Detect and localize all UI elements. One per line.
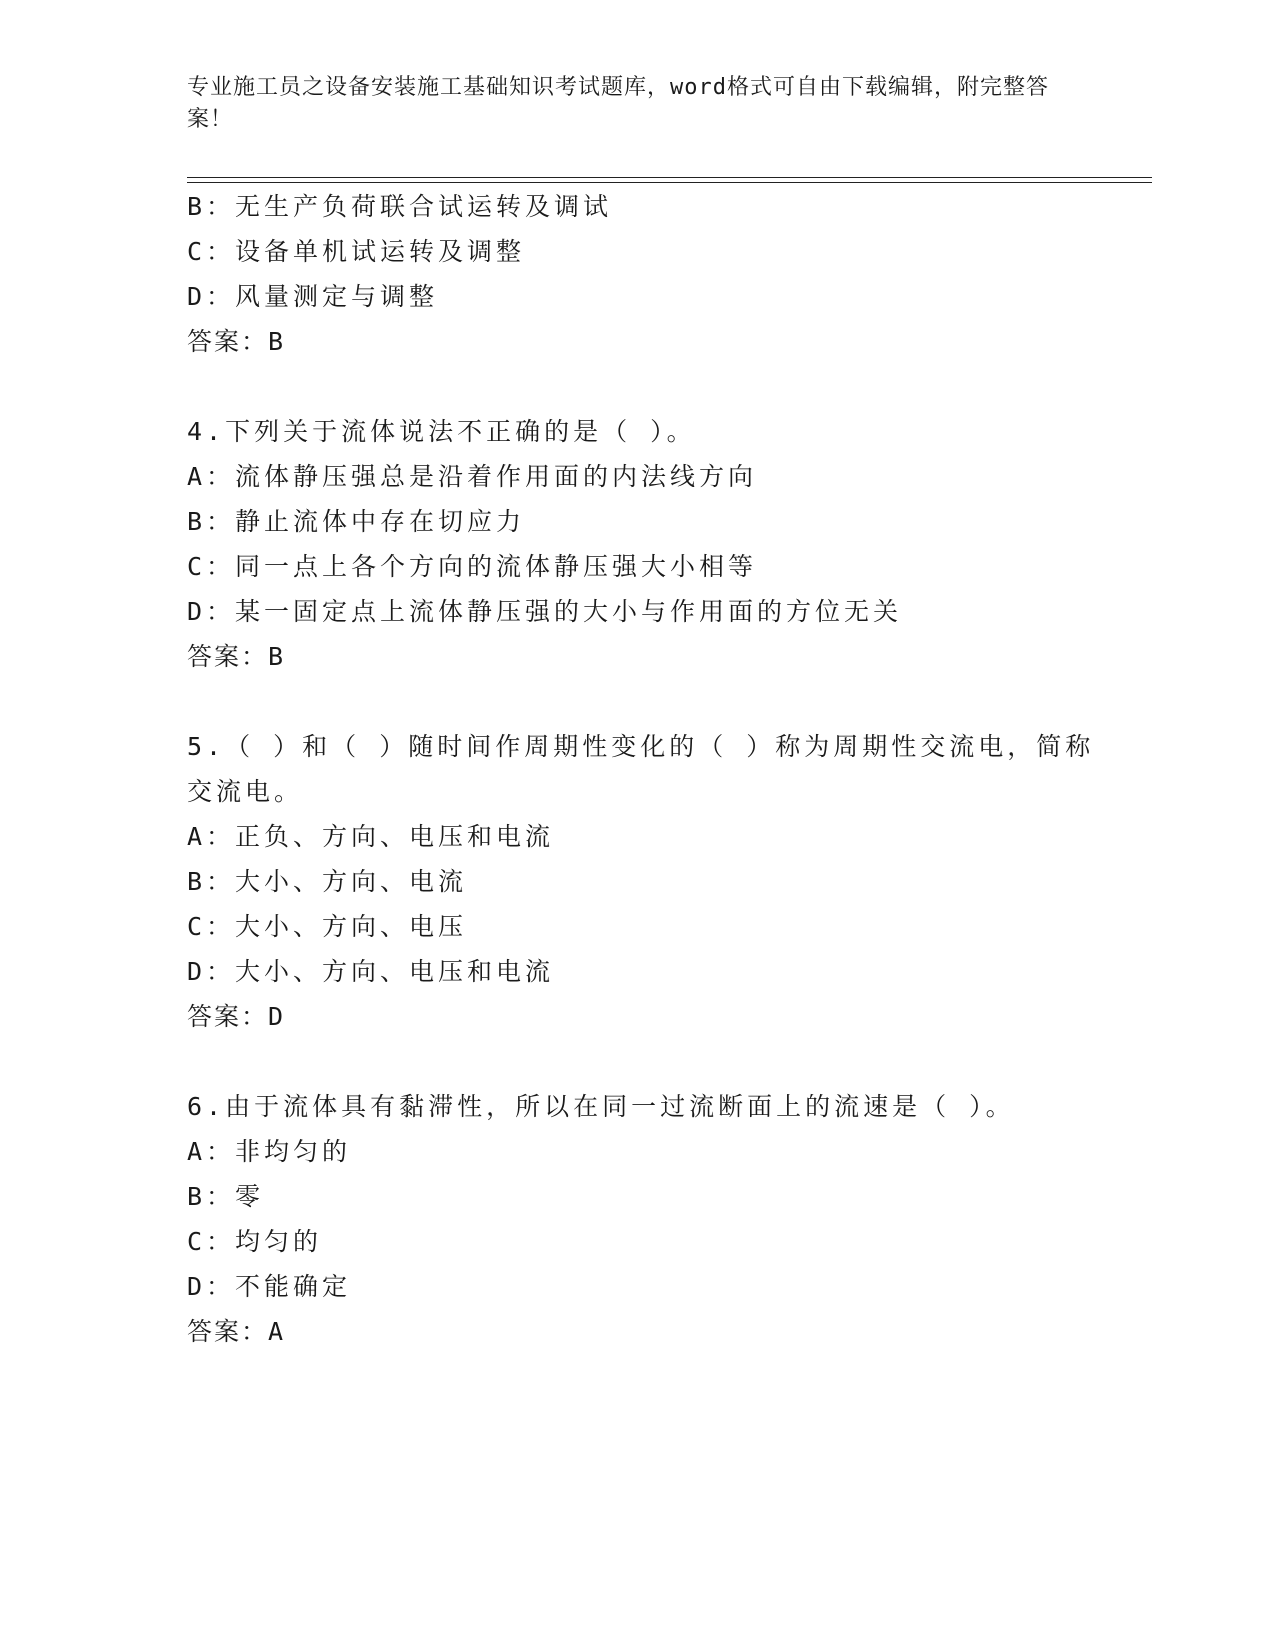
question-5-answer: 答案：D bbox=[187, 1002, 286, 1031]
question-6-option-b: B：零 bbox=[187, 1182, 265, 1211]
question-4-option-b: B：静止流体中存在切应力 bbox=[187, 507, 526, 536]
question-6-option-a: A：非均匀的 bbox=[187, 1137, 352, 1166]
header-divider-top bbox=[187, 177, 1152, 178]
question-5-option-d: D：大小、方向、电压和电流 bbox=[187, 957, 555, 986]
question-5-option-c: C：大小、方向、电压 bbox=[187, 912, 468, 941]
question-6-option-c: C：均匀的 bbox=[187, 1227, 323, 1256]
question-6-stem: 6.由于流体具有黏滞性，所以在同一过流断面上的流速是（ ）。 bbox=[187, 1092, 1015, 1121]
answer: 答案：B bbox=[187, 327, 286, 356]
question-5-stem-line-2: 交流电。 bbox=[187, 777, 304, 806]
question-6-answer: 答案：A bbox=[187, 1317, 286, 1346]
question-4-option-c: C：同一点上各个方向的流体静压强大小相等 bbox=[187, 552, 758, 581]
question-5-option-a: A：正负、方向、电压和电流 bbox=[187, 822, 555, 851]
option-c: C：设备单机试运转及调整 bbox=[187, 237, 526, 266]
question-4-stem: 4.下列关于流体说法不正确的是（ ）。 bbox=[187, 417, 696, 446]
option-d: D：风量测定与调整 bbox=[187, 282, 439, 311]
header-divider-bottom bbox=[187, 182, 1152, 183]
question-4-option-d: D：某一固定点上流体静压强的大小与作用面的方位无关 bbox=[187, 597, 903, 626]
question-6-option-d: D：不能确定 bbox=[187, 1272, 352, 1301]
question-4-option-a: A：流体静压强总是沿着作用面的内法线方向 bbox=[187, 462, 758, 491]
question-4-answer: 答案：B bbox=[187, 642, 286, 671]
question-5-stem-line-1: 5.（ ）和（ ）随时间作周期性变化的（ ）称为周期性交流电，简称 bbox=[187, 732, 1095, 761]
document-header: 专业施工员之设备安装施工基础知识考试题库，word格式可自由下载编辑，附完整答案！ bbox=[187, 75, 1049, 132]
question-5-option-b: B：大小、方向、电流 bbox=[187, 867, 468, 896]
option-b: B：无生产负荷联合试运转及调试 bbox=[187, 192, 613, 221]
